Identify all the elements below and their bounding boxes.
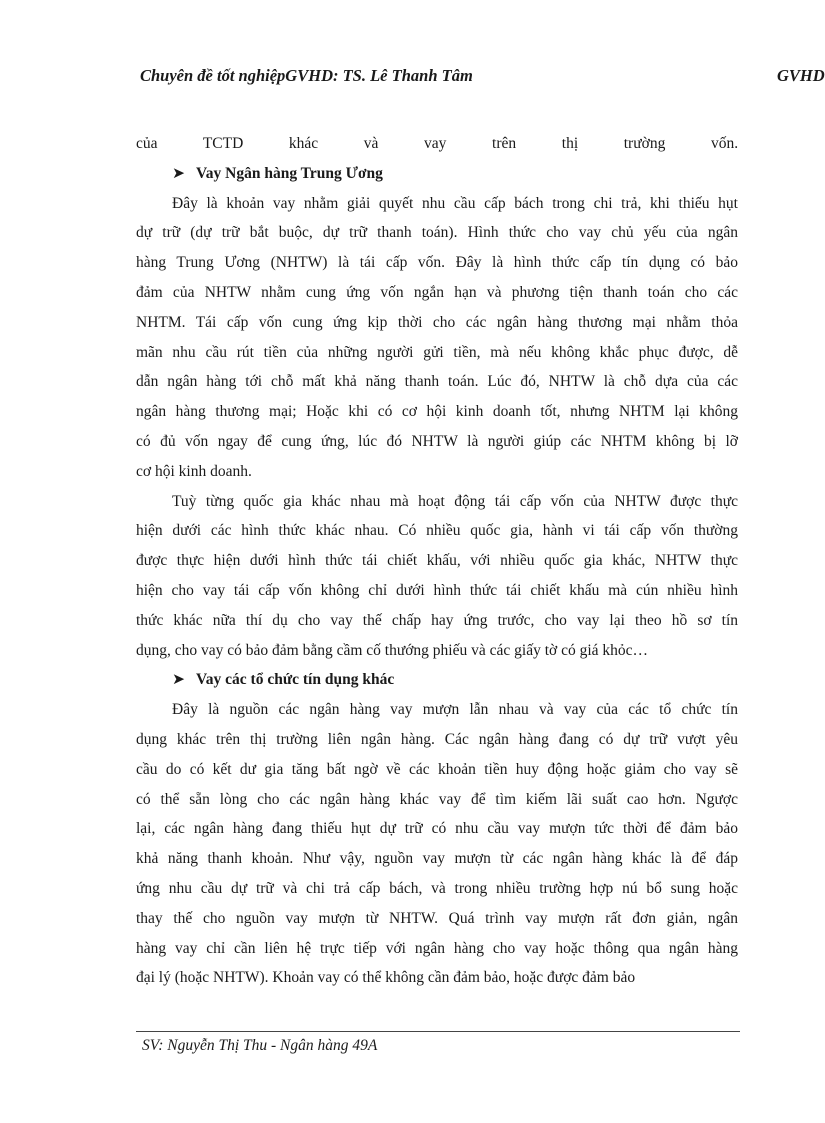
arrow-bullet-icon: ➤ (172, 671, 185, 689)
page-header (140, 66, 825, 90)
section-heading: ➤ Vay các tổ chức tín dụng khác (136, 665, 738, 695)
paragraph: Đây là khoản vay nhằm giải quyết nhu cầu cấp bách trong chi trả, khi thiếu hụt dự trữ (dự trữ bắt buộc, dự trữ thanh toán). Hình thức cho vay chủ yếu của ngân hàng Trung Ương (NHTW) là tái cấp vốn. Đây là hình thức cấp tín dụng có bảo đảm của NHTW nhằm cung ứng vốn ngắn hạn và phương tiện thanh toán cho các NHTM. Tái cấp vốn cung ứng kịp thời cho các ngân hàng thương mại nhằm thỏa mãn nhu cầu rút tiền của những người gửi tiền, mà nếu không khắc phục được, dễ dẫn ngân hàng tới chỗ mất khả năng thanh toán. Lúc đó, NHTW là chỗ dựa của các ngân hàng thương mại; Hoặc khi có cơ hội kinh doanh tốt, nhưng NHTM lại không có đủ vốn ngay để cung ứng, lúc đó NHTW là người giúp các NHTM không bị lỡ cơ hội kinh doanh. (136, 194, 738, 480)
paragraph: Tuỳ từng quốc gia khác nhau mà hoạt động tái cấp vốn của NHTW được thực hiện dưới các hình thức khác nhau. Có nhiều quốc gia, hành vi tái cấp vốn thường được thực hiện dưới hình thức tái chiết khấu, với nhiều quốc gia khác, NHTW thực hiện cho vay tái cấp vốn không chỉ dưới hình thức tái chiết khấu mà cún nhiều hình thức khác nữa thí dụ cho vay thế chấp hay ứng trước, cho vay lại theo hồ sơ tín dụng, cho vay có bảo đảm bằng cầm cố thướng phiếu và các giấy tờ có giá khỏc… (136, 492, 738, 659)
header-title: Chuyên đề tốt nghiệpGVHD: TS. Lê Thanh Tâm (140, 66, 473, 85)
section-heading: ➤ Vay Ngân hàng Trung Ương (136, 159, 738, 189)
document-body (136, 129, 738, 993)
page-footer: SV: Nguyễn Thị Thu - Ngân hàng 49A (142, 1037, 378, 1054)
continuation-line: của TCTD khác và vay trên thị trường vốn. (136, 135, 739, 152)
header-right-text: GVHD (777, 66, 825, 85)
arrow-bullet-icon: ➤ (172, 164, 185, 182)
footer-divider (136, 1031, 740, 1032)
paragraph: Đây là nguồn các ngân hàng vay mượn lẫn nhau và vay của các tổ chức tín dụng khác trên thị trường liên ngân hàng. Các ngân hàng đang có dự trữ vượt yêu cầu do có kết dư gia tăng bất ngờ về các khoản tiền huy động hoặc giảm cho vay sẽ có thể sẵn lòng cho các ngân hàng khác vay để tìm kiếm lãi suất cao hơn. Ngược lại, các ngân hàng đang thiếu hụt dự trữ có nhu cầu vay mượn tức thời để đảm bảo khả năng thanh khoản. Như vậy, nguồn vay mượn từ các ngân hàng khác là để đáp ứng nhu cầu dự trữ và chi trả cấp bách, và trong nhiều trường hợp nú bổ sung hoặc thay thế cho nguồn vay mượn từ NHTW. Quá trình vay mượn rất đơn giản, ngân hàng vay chỉ cần liên hệ trực tiếp với ngân hàng cho vay hoặc thông qua ngân hàng đại lý (hoặc NHTW). Khoản vay có thể không cần đảm bảo, hoặc được đảm bảo (136, 701, 738, 987)
